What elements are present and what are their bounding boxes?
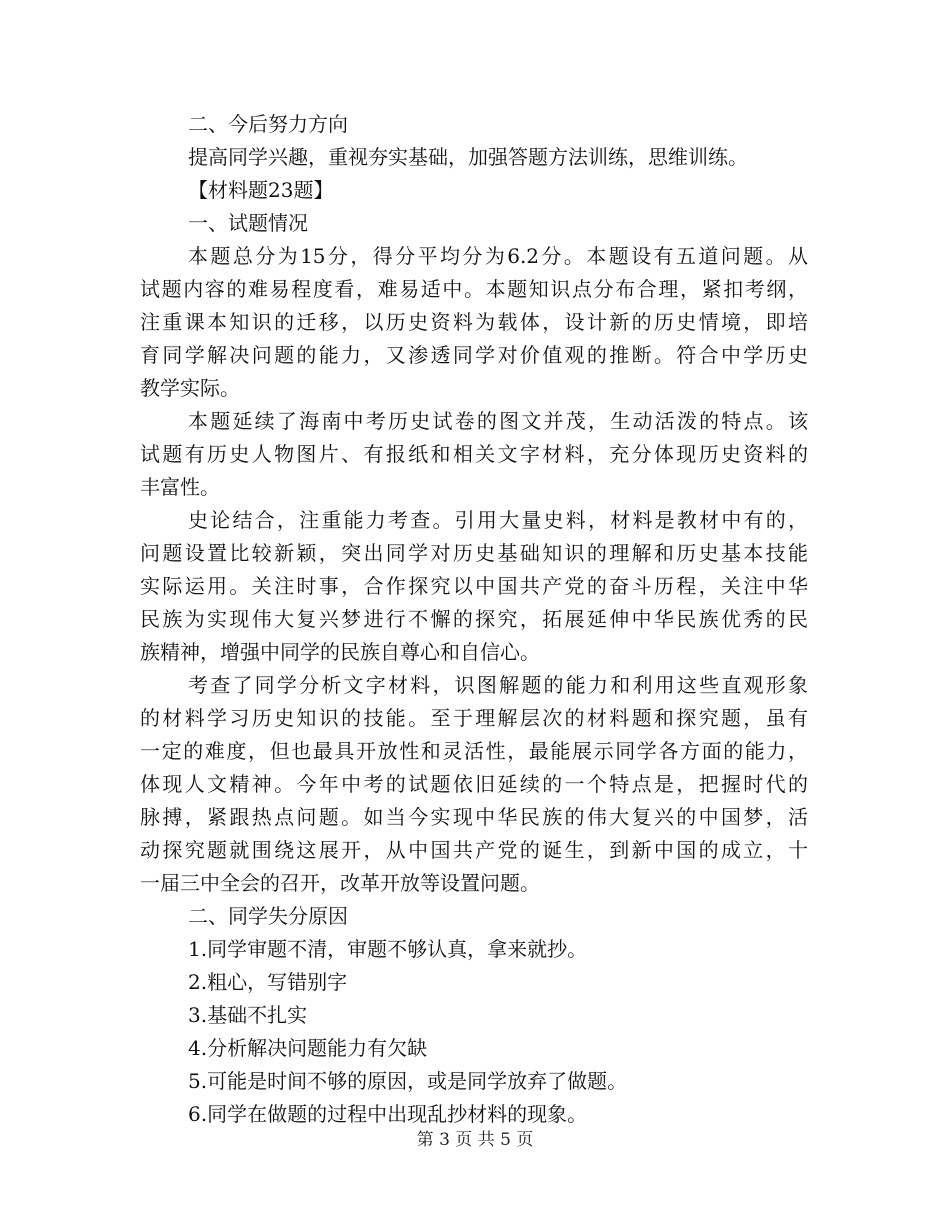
text-line: 二、同学失分原因 — [188, 904, 348, 928]
text-line: 民族为实现伟大复兴梦进行不懈的探究，拓展延伸中华民族优秀的民 — [140, 607, 808, 631]
text-line: 3.基础不扎实 — [188, 1003, 308, 1027]
text-line: 注重课本知识的迁移，以历史资料为载体，设计新的历史情境，即培 — [140, 310, 808, 334]
text-line: 1.同学审题不清，审题不够认真，拿来就抄。 — [188, 937, 588, 961]
text-line: 考查了同学分析文字材料，识图解题的能力和利用这些直观形象 — [188, 673, 808, 697]
text-line: 二、今后努力方向 — [188, 112, 348, 136]
text-line: 试题内容的难易程度看，难易适中。本题知识点分布合理，紧扣考纲， — [140, 277, 808, 301]
text-line: 4.分析解决问题能力有欠缺 — [188, 1036, 428, 1060]
text-line: 族精神，增强中同学的民族自尊心和自信心。 — [140, 640, 540, 664]
text-line: 体现人文精神。今年中考的试题依旧延续的一个特点是，把握时代的 — [140, 772, 808, 796]
text-line: 实际运用。关注时事，合作探究以中国共产党的奋斗历程，关注中华 — [140, 574, 808, 598]
text-line: 一定的难度，但也最具开放性和灵活性，最能展示同学各方面的能力， — [140, 739, 808, 763]
text-line: 5.可能是时间不够的原因，或是同学放弃了做题。 — [188, 1069, 628, 1093]
text-line: 脉搏，紧跟热点问题。如当今实现中华民族的伟大复兴的中国梦，活 — [140, 805, 808, 829]
text-line: 2.粗心，写错别字 — [188, 970, 348, 994]
page-footer: 第 3 页 共 5 页 — [416, 1130, 534, 1150]
text-line: 史论结合，注重能力考查。引用大量史料，材料是教材中有的， — [188, 508, 808, 532]
text-line: 提高同学兴趣，重视夯实基础，加强答题方法训练，思维训练。 — [188, 145, 748, 169]
text-line: 6.同学在做题的过程中出现乱抄材料的现象。 — [188, 1102, 588, 1126]
text-line: 问题设置比较新颖，突出同学对历史基础知识的理解和历史基本技能 — [140, 541, 808, 565]
text-line: 动探究题就围绕这展开，从中国共产党的诞生，到新中国的成立，十 — [140, 838, 808, 862]
text-line: 丰富性。 — [140, 475, 220, 499]
text-line: 本题延续了海南中考历史试卷的图文并茂，生动活泼的特点。该 — [188, 409, 808, 433]
text-line: 一届三中全会的召开，改革开放等设置问题。 — [140, 871, 540, 895]
text-line: 一、试题情况 — [188, 211, 308, 235]
text-line: 本题总分为15分，得分平均分为6.2分。本题设有五道问题。从 — [188, 244, 808, 268]
text-line: 教学实际。 — [140, 376, 240, 400]
text-line: 的材料学习历史知识的技能。至于理解层次的材料题和探究题，虽有 — [140, 706, 808, 730]
text-line: 【材料题23题】 — [188, 178, 334, 202]
text-line: 育同学解决问题的能力，又渗透同学对价值观的推断。符合中学历史 — [140, 343, 808, 367]
document-body — [140, 108, 808, 1131]
text-line: 试题有历史人物图片、有报纸和相关文字材料，充分体现历史资料的 — [140, 442, 808, 466]
